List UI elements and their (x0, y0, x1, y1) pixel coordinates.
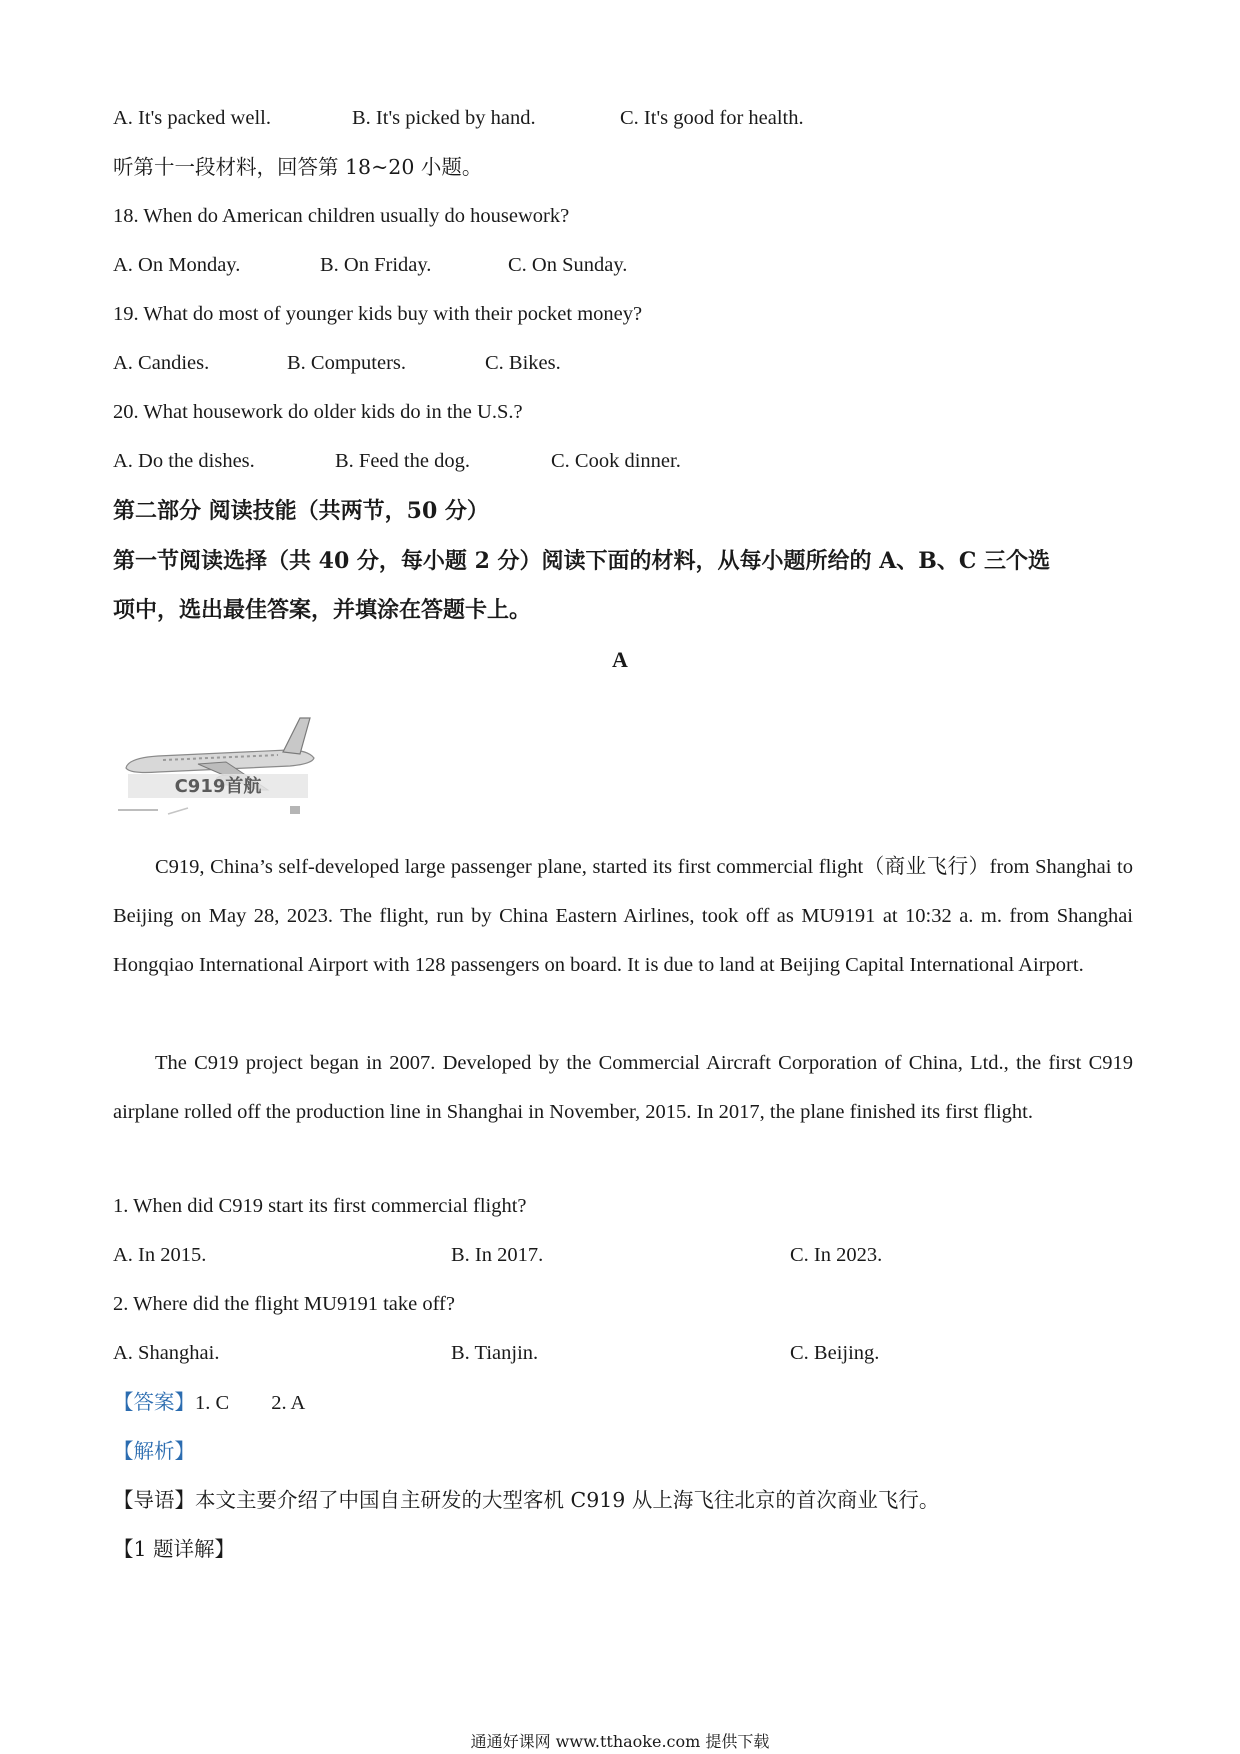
q18-option-a: A. On Monday. (113, 254, 241, 276)
q2-option-b: B. Tianjin. (451, 1342, 539, 1364)
answer-2: 2. A (271, 1392, 306, 1414)
guide-label: 【导语】 (113, 1488, 195, 1512)
q18-option-b: B. On Friday. (320, 254, 432, 276)
footer-source: 通通好课网 www.tthaoke.com 提供下载 (470, 1732, 770, 1751)
section1-instruction-line2: 项中，选出最佳答案，并填涂在答题卡上。 (113, 597, 532, 623)
passage-paragraph-1: C919, China’s self-developed large passenger plane, started its first commercial flight（商业飞行）from Shanghai to Beijing on May 28, 2023. The flight, run by China Eastern Airlines, took off as MU9191 at 10:32 a. m. from Shanghai Hongqiao International Airport with 128 passengers on board. It is due to land at Beijing Capital International Airport. (113, 856, 1133, 976)
q19-option-c: C. Bikes. (485, 352, 561, 374)
q17-option-a: A. It's packed well. (113, 107, 271, 129)
q1-option-a: A. In 2015. (113, 1244, 207, 1266)
q18-question: 18. When do American children usually do housework? (113, 205, 570, 227)
q17-option-b: B. It's picked by hand. (352, 107, 536, 129)
q19-option-b: B. Computers. (287, 352, 407, 374)
passage-paragraph-2: The C919 project began in 2007. Developed by the Commercial Aircraft Corporation of China, Ltd., the first C919 airplane rolled off the production line in Shanghai in November, 2015. In 2017, the plane finished its first flight. (113, 1052, 1133, 1123)
q19-question: 19. What do most of younger kids buy with their pocket money? (113, 303, 643, 325)
guide-text: 本文主要介绍了中国自主研发的大型客机 C919 从上海飞往北京的首次商业飞行。 (195, 1488, 940, 1512)
q18-option-c: C. On Sunday. (508, 254, 628, 276)
q20-option-a: A. Do the dishes. (113, 450, 255, 472)
section-11-instruction: 听第十一段材料，回答第 18~20 小题。 (113, 155, 483, 179)
detail-1-label: 【1 题详解】 (113, 1537, 236, 1561)
q2-option-c: C. Beijing. (790, 1342, 880, 1364)
section1-instruction-line1: 第一节阅读选择（共 40 分，每小题 2 分）阅读下面的材料，从每小题所给的 A、B、C 三个选 (113, 548, 1051, 574)
c919-plane-image (118, 710, 328, 825)
passage-label: A (612, 647, 628, 672)
q2-question: 2. Where did the flight MU9191 take off? (113, 1293, 455, 1315)
q20-question: 20. What housework do older kids do in the U.S.? (113, 401, 523, 423)
q20-option-c: C. Cook dinner. (551, 450, 681, 472)
q20-option-b: B. Feed the dog. (335, 450, 470, 472)
q1-question: 1. When did C919 start its first commercial flight? (113, 1195, 527, 1217)
analysis-label: 【解析】 (113, 1439, 195, 1463)
image-caption: C919首航 (174, 776, 262, 797)
answer-line (113, 1392, 305, 1414)
guide-line (113, 1490, 939, 1511)
q1-option-b: B. In 2017. (451, 1244, 544, 1266)
q17-option-c: C. It's good for health. (620, 107, 804, 129)
part2-title: 第二部分 阅读技能（共两节，50 分） (113, 498, 489, 524)
answer-label: 【答案】 (113, 1390, 195, 1414)
answer-1: 1. C (195, 1392, 230, 1414)
q19-option-a: A. Candies. (113, 352, 210, 374)
q1-option-c: C. In 2023. (790, 1244, 883, 1266)
q2-option-a: A. Shanghai. (113, 1342, 220, 1364)
